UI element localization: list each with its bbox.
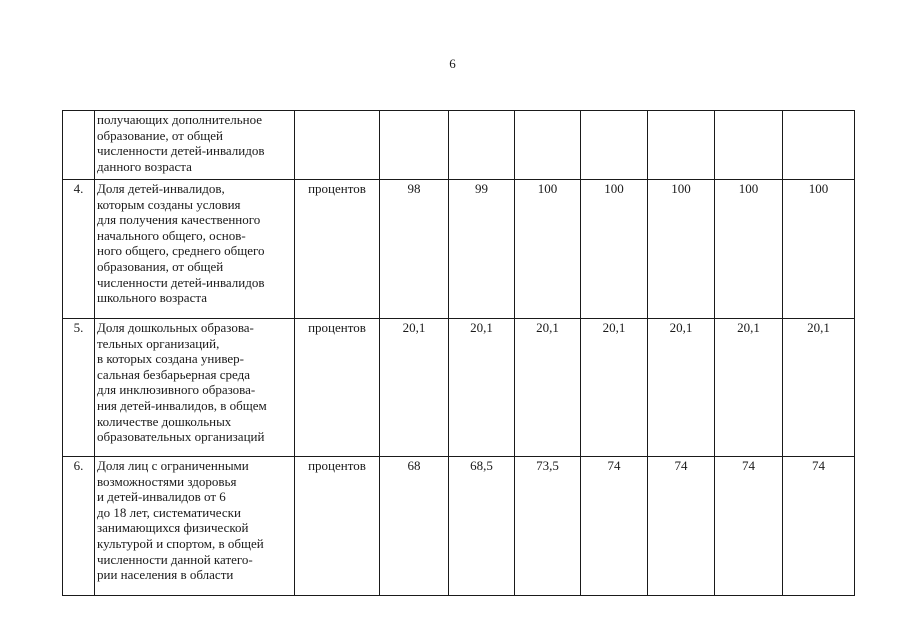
- description-line: образования, от общей: [97, 258, 224, 274]
- value-cell: [783, 111, 855, 180]
- description-line: в которых создана универ-: [97, 351, 244, 367]
- value-cell: 20,1: [515, 319, 581, 457]
- row-number: 6.: [63, 457, 95, 596]
- description-line: образование, от общей: [97, 127, 223, 143]
- value-cell: 68,5: [449, 457, 515, 596]
- description-line: тельных организаций,: [97, 335, 220, 351]
- value-cell: [380, 111, 449, 180]
- indicator-description: [95, 180, 295, 319]
- value-cell: [515, 111, 581, 180]
- value-cell: 20,1: [380, 319, 449, 457]
- value-cell: 98: [380, 180, 449, 319]
- description-line: начального общего, основ-: [97, 227, 246, 243]
- description-line: численности данной катего-: [97, 551, 253, 567]
- description-line: Доля дошкольных образова-: [97, 320, 254, 335]
- description-line: ния детей-инвалидов, в общем: [97, 397, 267, 413]
- description-line: которым созданы условия: [97, 196, 241, 212]
- description-line: сальная безбарьерная среда: [97, 366, 250, 382]
- value-cell: 74: [715, 457, 783, 596]
- description-line: образовательных организаций: [97, 429, 265, 445]
- description-line: численности детей-инвалидов: [97, 143, 265, 159]
- value-cell: 20,1: [783, 319, 855, 457]
- description-line: возможностями здоровья: [97, 473, 237, 489]
- description-line: культурой и спортом, в общей: [97, 535, 264, 551]
- description-line: для инклюзивного образова-: [97, 382, 256, 398]
- value-cell: 68: [380, 457, 449, 596]
- table-row: [63, 180, 855, 319]
- value-cell: 20,1: [648, 319, 715, 457]
- value-cell: [449, 111, 515, 180]
- value-cell: 20,1: [581, 319, 648, 457]
- indicator-description: [95, 319, 295, 457]
- value-cell: [715, 111, 783, 180]
- description-line: школьного возраста: [97, 290, 207, 306]
- row-number: 4.: [63, 180, 95, 319]
- description-line: количестве дошкольных: [97, 413, 232, 429]
- value-cell: [581, 111, 648, 180]
- value-cell: 100: [515, 180, 581, 319]
- value-cell: 100: [783, 180, 855, 319]
- value-cell: [648, 111, 715, 180]
- description-line: получающих дополнительное: [97, 112, 263, 127]
- description-line: рии населения в области: [97, 567, 234, 583]
- value-cell: 99: [449, 180, 515, 319]
- indicator-description: [95, 457, 295, 596]
- page-number: 6: [449, 56, 456, 71]
- description-line: Доля лиц с ограниченными: [97, 458, 249, 473]
- description-line: численности детей-инвалидов: [97, 274, 265, 290]
- value-cell: 100: [715, 180, 783, 319]
- row-number: 5.: [63, 319, 95, 457]
- value-cell: 20,1: [449, 319, 515, 457]
- description-line: для получения качественного: [97, 212, 261, 228]
- indicator-description: [95, 111, 295, 180]
- value-cell: 20,1: [715, 319, 783, 457]
- value-cell: 100: [581, 180, 648, 319]
- table-row: [63, 319, 855, 457]
- value-cell: 74: [783, 457, 855, 596]
- description-line: и детей-инвалидов от 6: [97, 489, 226, 505]
- description-line: Доля детей-инвалидов,: [97, 181, 225, 196]
- table-row: [63, 457, 855, 596]
- unit-cell: [295, 111, 380, 180]
- row-number: [63, 111, 95, 180]
- unit-cell: процентов: [295, 319, 380, 457]
- description-line: до 18 лет, систематически: [97, 504, 241, 520]
- value-cell: 73,5: [515, 457, 581, 596]
- description-line: занимающихся физической: [97, 520, 249, 536]
- description-line: ного общего, среднего общего: [97, 243, 265, 259]
- unit-cell: процентов: [295, 457, 380, 596]
- value-cell: 74: [648, 457, 715, 596]
- table-row: [63, 111, 855, 180]
- value-cell: 100: [648, 180, 715, 319]
- value-cell: 74: [581, 457, 648, 596]
- unit-cell: процентов: [295, 180, 380, 319]
- indicators-table: [62, 110, 855, 596]
- description-line: данного возраста: [97, 158, 192, 174]
